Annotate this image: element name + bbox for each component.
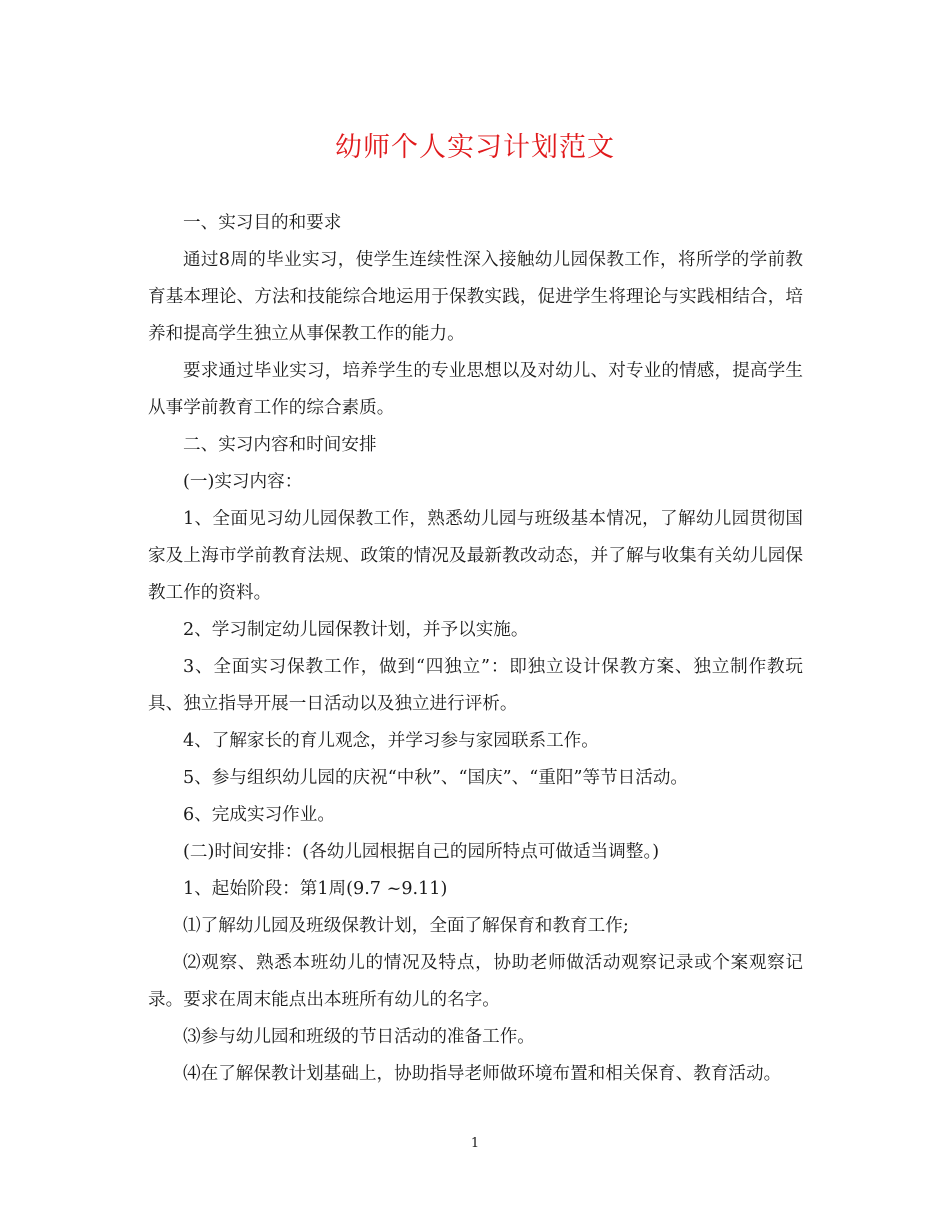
section-heading: 一、实习目的和要求 xyxy=(183,213,342,233)
page-number: 1 xyxy=(470,1136,480,1151)
list-item: 3、全面实习保教工作，做到“四独立”：即独立设计保教方案、独立制作教玩具、独立指导开展一日活动以及独立进行评析。 xyxy=(148,657,803,714)
subsection-heading: (一)实习内容： xyxy=(183,472,303,492)
list-item: 1、全面见习幼儿园保教工作，熟悉幼儿园与班级基本情况，了解幼儿园贯彻国家及上海市学前教育法规、政策的情况及最新教改动态，并了解与收集有关幼儿园保教工作的资料。 xyxy=(148,509,803,603)
body-paragraph: 通过8周的毕业实习，使学生连续性深入接触幼儿园保教工作，将所学的学前教育基本理论、方法和技能综合地运用于保教实践，促进学生将理论与实践相结合，培养和提高学生独立从事保教工作的能力。 xyxy=(148,250,803,344)
list-item: ⑶参与幼儿园和班级的节日活动的准备工作。 xyxy=(183,1027,535,1047)
list-item: ⑵观察、熟悉本班幼儿的情况及特点，协助老师做活动观察记录或个案观察记录。要求在周末能点出本班所有幼儿的名字。 xyxy=(148,953,803,1010)
body-paragraph: 要求通过毕业实习，培养学生的专业思想以及对幼儿、对专业的情感，提高学生从事学前教育工作的综合素质。 xyxy=(148,361,803,418)
document-body xyxy=(148,205,803,1093)
document-title: 幼师个人实习计划范文 xyxy=(335,132,615,163)
list-item: 4、了解家长的育儿观念，并学习参与家园联系工作。 xyxy=(183,731,599,751)
list-item: 6、完成实习作业。 xyxy=(183,805,335,825)
list-item: ⑷在了解保教计划基础上，协助指导老师做环境布置和相关保育、教育活动。 xyxy=(183,1064,782,1084)
list-item: 1、起始阶段：第1周(9.7 ~9.11) xyxy=(183,879,448,899)
subsection-heading: (二)时间安排：(各幼儿园根据自己的园所特点可做适当调整。) xyxy=(183,842,660,862)
list-item: 5、参与组织幼儿园的庆祝“中秋”、“国庆”、“重阳”等节日活动。 xyxy=(183,768,689,788)
section-heading: 二、实习内容和时间安排 xyxy=(183,435,377,455)
list-item: ⑴了解幼儿园及班级保教计划，全面了解保育和教育工作; xyxy=(183,916,629,936)
list-item: 2、学习制定幼儿园保教计划，并予以实施。 xyxy=(183,620,529,640)
